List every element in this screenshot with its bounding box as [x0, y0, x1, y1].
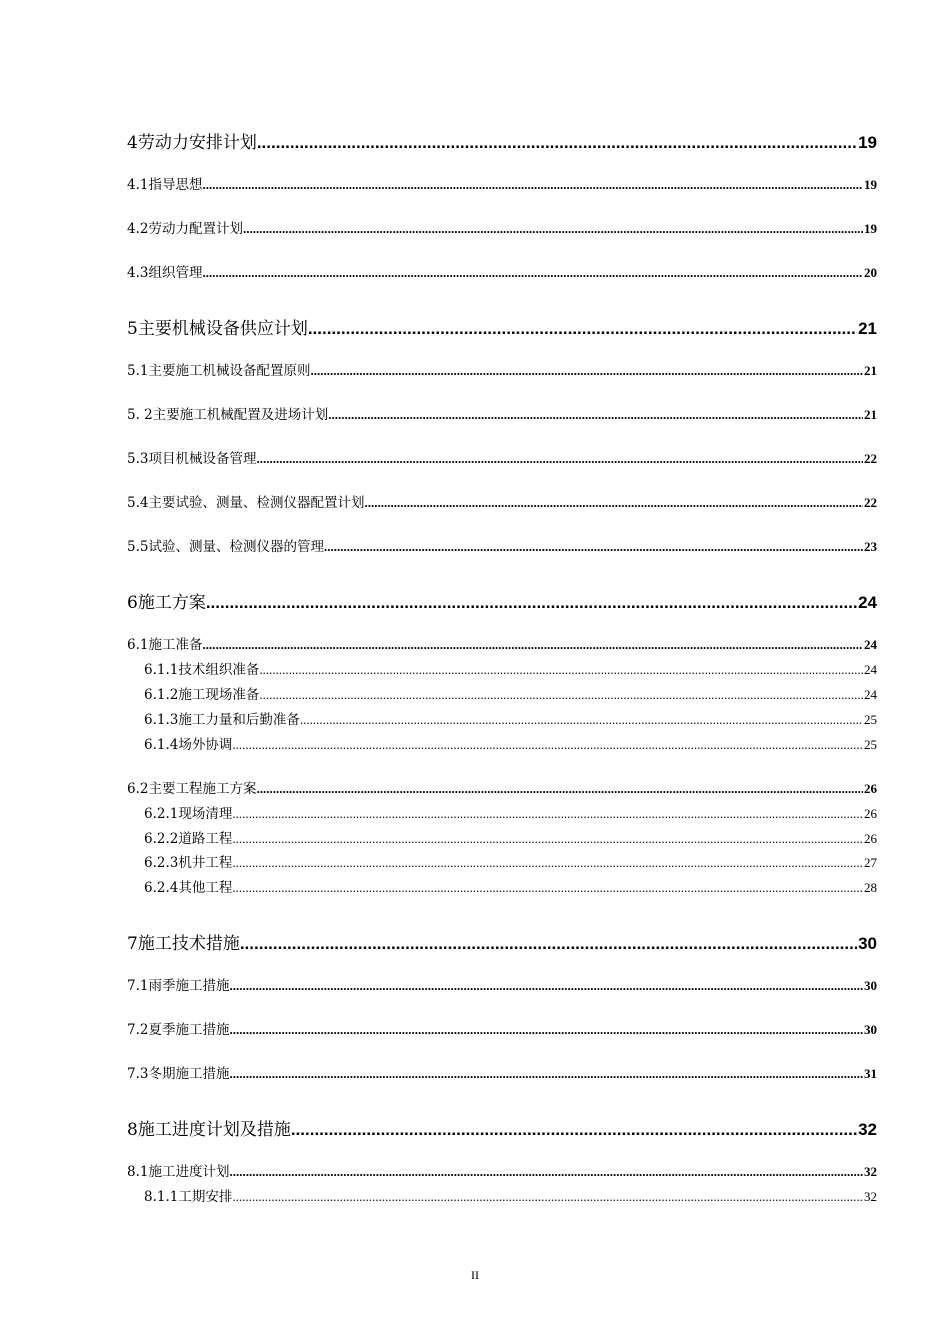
toc-entry-title: 组织管理: [148, 265, 203, 281]
toc-entry[interactable]: [127, 173, 877, 193]
toc-entry-number: 6.1.2: [144, 687, 179, 703]
toc-entry-number: 5: [127, 319, 138, 339]
toc-entry-title: 劳动力配置计划: [148, 221, 243, 237]
toc-entry-page: 26: [864, 781, 877, 796]
toc-entry-page: 30: [864, 1022, 877, 1037]
dot-leader: [256, 451, 863, 467]
toc-entry-title: 主要工程施工方案: [148, 781, 257, 797]
toc-entry[interactable]: [144, 1185, 877, 1205]
toc-entry-title: 劳动力安排计划: [137, 133, 257, 153]
toc-entry-number: 4.2: [127, 221, 149, 237]
toc-entry[interactable]: [127, 217, 877, 237]
toc-entry-title: 机井工程: [178, 855, 233, 871]
toc-entry[interactable]: [127, 588, 877, 613]
toc-entry-page: 25: [864, 737, 877, 752]
toc-entry-page: 23: [864, 539, 877, 554]
dot-leader: [202, 265, 863, 281]
page-number-footer: II: [471, 1268, 479, 1282]
toc-entry-title: 指导思想: [148, 177, 203, 193]
toc-entry-title: 施工准备: [148, 637, 203, 653]
dot-leader: [256, 781, 863, 797]
dot-leader: [243, 221, 863, 237]
toc-entry[interactable]: [127, 974, 877, 994]
dot-leader: [232, 855, 863, 871]
toc-entry[interactable]: [127, 929, 877, 954]
toc-entry-title: 施工进度计划: [148, 1164, 230, 1180]
toc-entry-number: 5.3: [127, 451, 149, 467]
toc-entry-page: 32: [864, 1189, 877, 1204]
toc-entry-number: 8.1: [127, 1164, 149, 1180]
toc-entry-number: 8.1.1: [144, 1189, 179, 1205]
dot-leader: [310, 363, 863, 379]
toc-entry-number: 6.1.1: [144, 662, 179, 678]
toc-entry[interactable]: [144, 658, 877, 678]
toc-entry-number: 6.1.3: [144, 712, 179, 728]
toc-entry-number: 5.1: [127, 363, 149, 379]
toc-entry-number: 6.1.4: [144, 737, 179, 753]
toc-entry-page: 32: [864, 1164, 877, 1179]
toc-entry-page: 19: [858, 133, 877, 152]
dot-leader: [364, 495, 863, 511]
toc-entry-number: 7.3: [127, 1066, 149, 1082]
dot-leader: [240, 934, 857, 954]
toc-entry-title: 冬期施工措施: [148, 1066, 230, 1082]
toc-entry-page: 28: [864, 880, 877, 895]
dot-leader: [291, 1120, 857, 1140]
dot-leader: [229, 978, 863, 994]
toc-entry-number: 8: [127, 1120, 138, 1140]
toc-entry-page: 25: [864, 712, 877, 727]
toc-entry-number: 7.2: [127, 1022, 149, 1038]
dot-leader: [324, 539, 863, 555]
toc-entry-title: 主要机械设备供应计划: [137, 319, 308, 339]
toc-entry[interactable]: [144, 802, 877, 822]
dot-leader: [232, 806, 863, 822]
dot-leader: [229, 1022, 863, 1038]
toc-entry-page: 31: [864, 1066, 877, 1081]
toc-entry-number: 6.2: [127, 781, 149, 797]
toc-entry-title: 场外协调: [178, 737, 233, 753]
toc-entry[interactable]: [127, 359, 877, 379]
toc-entry-number: 6.1: [127, 637, 149, 653]
toc-entry-title: 施工方案: [137, 593, 206, 613]
dot-leader: [300, 712, 863, 728]
toc-entry-number: 6: [127, 593, 138, 613]
toc-entry-page: 24: [864, 687, 877, 702]
toc-entry-page: 21: [864, 407, 877, 422]
toc-entry-page: 26: [864, 831, 877, 846]
dot-leader: [259, 687, 863, 703]
toc-entry-title: 现场清理: [178, 806, 233, 822]
toc-entry-page: 22: [864, 495, 877, 510]
toc-entry-title: 施工力量和后勤准备: [178, 712, 300, 728]
toc-entry-page: 19: [864, 221, 877, 236]
toc-entry[interactable]: [127, 1062, 877, 1082]
toc-entry[interactable]: [144, 683, 877, 703]
toc-entry[interactable]: [127, 1018, 877, 1038]
toc-entry-page: 22: [864, 451, 877, 466]
dot-leader: [232, 737, 863, 753]
toc-entry-title: 技术组织准备: [178, 662, 260, 678]
toc-entry[interactable]: [127, 491, 877, 511]
toc-entry-number: 5.5: [127, 539, 149, 555]
dot-leader: [328, 407, 863, 423]
toc-entry[interactable]: [127, 1115, 877, 1140]
toc-entry-number: 6.2.3: [144, 855, 179, 871]
dot-leader: [257, 133, 857, 153]
toc-entry-number: 6.2.2: [144, 831, 179, 847]
toc-entry-page: 30: [864, 978, 877, 993]
toc-entry-page: 20: [864, 265, 877, 280]
toc-entry-title: 道路工程: [178, 831, 233, 847]
toc-entry[interactable]: [144, 851, 877, 871]
toc-entry-number: 6.2.1: [144, 806, 179, 822]
toc-entry[interactable]: [127, 128, 877, 153]
toc-entry-title: 试验、测量、检测仪器的管理: [148, 539, 324, 555]
toc-entry-page: 24: [864, 637, 877, 652]
toc-entry-number: 5.4: [127, 495, 149, 511]
toc-entry[interactable]: [127, 1160, 877, 1180]
toc-entry[interactable]: [127, 261, 877, 281]
toc-entry-title: 施工进度计划及措施: [137, 1120, 291, 1140]
toc-entry[interactable]: [144, 876, 877, 896]
dot-leader: [308, 319, 857, 339]
dot-leader: [202, 637, 863, 653]
dot-leader: [202, 177, 863, 193]
dot-leader: [232, 880, 863, 896]
toc-entry-page: 24: [864, 662, 877, 677]
toc-entry[interactable]: [144, 708, 877, 728]
toc-entry[interactable]: [127, 633, 877, 653]
toc-entry-title: 施工现场准备: [178, 687, 260, 703]
toc-entry-page: 30: [858, 934, 877, 953]
toc-entry-page: 21: [858, 319, 877, 338]
toc-entry-title: 其他工程: [178, 880, 233, 896]
toc-entry-number: 7: [127, 934, 138, 954]
toc-entry-page: 24: [858, 593, 877, 612]
toc-entry-title: 项目机械设备管理: [148, 451, 257, 467]
toc-entry-number: 4: [127, 133, 138, 153]
toc-entry-title: 主要施工机械配置及进场计划: [152, 407, 329, 423]
toc-entry-number: 5. 2: [127, 407, 153, 423]
toc-entry-title: 主要试验、测量、检测仪器配置计划: [148, 495, 365, 511]
toc-entry-number: 4.1: [127, 177, 149, 193]
toc-entry-page: 26: [864, 806, 877, 821]
toc-entry-title: 雨季施工措施: [148, 978, 230, 994]
toc-entry-page: 32: [858, 1120, 877, 1139]
dot-leader: [232, 1189, 863, 1205]
toc-entry[interactable]: [144, 827, 877, 847]
toc-entry-title: 工期安排: [178, 1189, 233, 1205]
toc-entry[interactable]: [127, 403, 877, 423]
toc-entry-page: 19: [864, 177, 877, 192]
toc-entry-page: 27: [864, 855, 877, 870]
toc-entry[interactable]: [127, 535, 877, 555]
toc-entry[interactable]: [127, 447, 877, 467]
dot-leader: [206, 593, 857, 613]
toc-entry-title: 主要施工机械设备配置原则: [148, 363, 311, 379]
toc-entry-title: 施工技术措施: [137, 934, 240, 954]
dot-leader: [229, 1066, 863, 1082]
dot-leader: [229, 1164, 863, 1180]
toc-entry-number: 6.2.4: [144, 880, 179, 896]
toc-entry-title: 夏季施工措施: [148, 1022, 230, 1038]
toc-entry[interactable]: [127, 314, 877, 339]
toc-entry-number: 7.1: [127, 978, 149, 994]
toc-entry[interactable]: [144, 733, 877, 753]
dot-leader: [232, 831, 863, 847]
toc-entry-number: 4.3: [127, 265, 149, 281]
toc-entry-page: 21: [864, 363, 877, 378]
dot-leader: [259, 662, 863, 678]
toc-entry[interactable]: [127, 777, 877, 797]
